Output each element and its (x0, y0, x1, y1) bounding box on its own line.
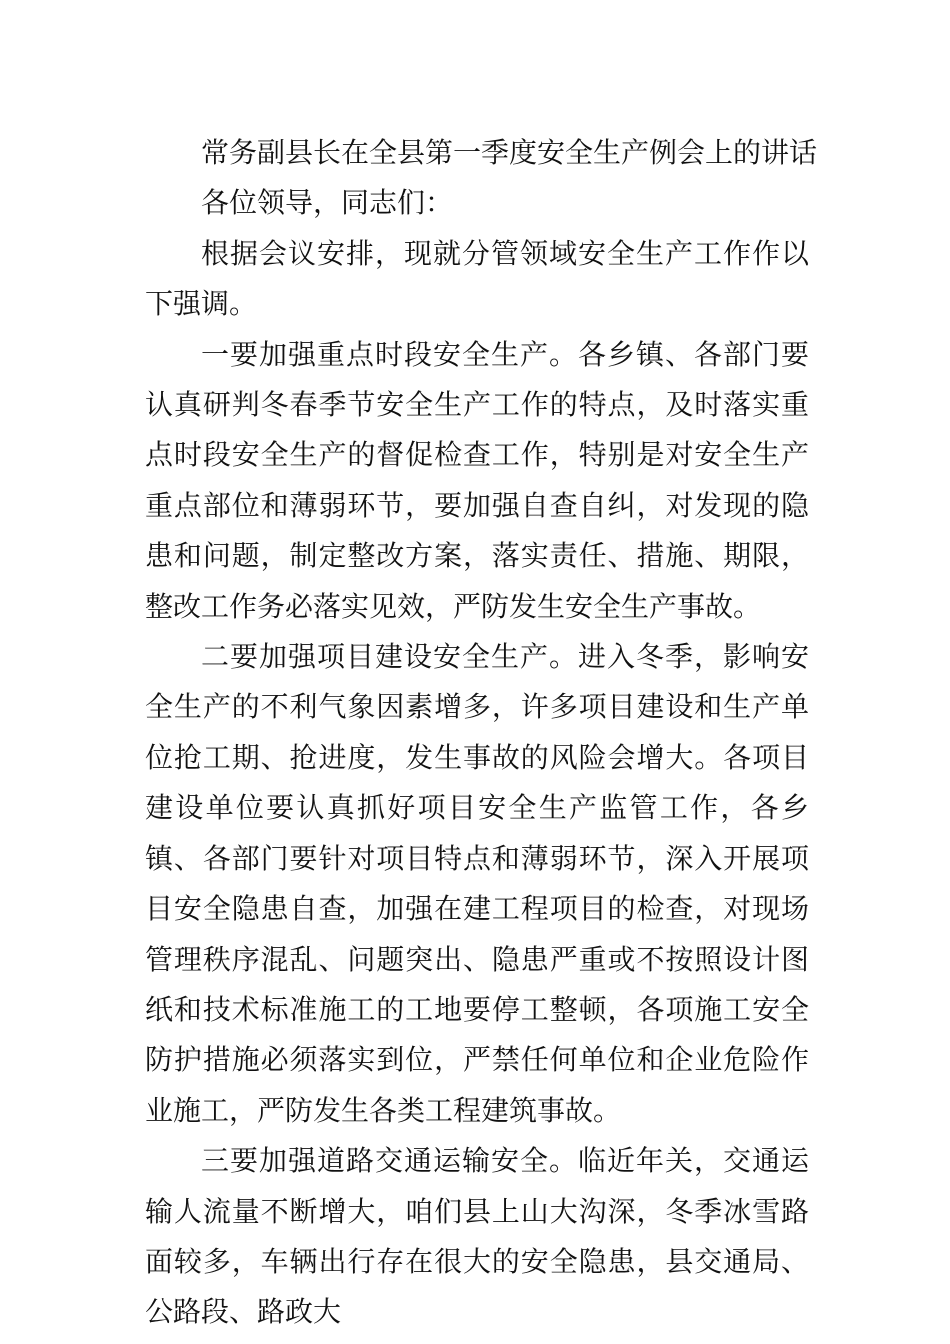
paragraph-intro: 根据会议安排，现就分管领域安全生产工作作以下强调。 (145, 236, 809, 321)
document-page (145, 128, 818, 1338)
salutation: 各位领导，同志们： (201, 186, 454, 220)
paragraph-point-two: 二要加强项目建设安全生产。进入冬季，影响安全生产的不利气象因素增多，许多项目建设和生产单位抢工期、抢进度，发生事故的风险会增大。各项目建设单位要认真抓好项目安全生产监管工作，各乡镇、各部门要针对项目特点和薄弱环节，深入开展项目安全隐患自查，加强在建工程项目的检查，对现场管理秩序混乱、问题突出、隐患严重或不按照设计图纸和技术标准施工的工地要停工整顿，各项施工安全防护措施必须落实到位，严禁任何单位和企业危险作业施工，严防发生各类工程建筑事故。 (145, 640, 809, 1127)
paragraph-point-one: 一要加强重点时段安全生产。各乡镇、各部门要认真研判冬春季节安全生产工作的特点，及时落实重点时段安全生产的督促检查工作，特别是对安全生产重点部位和薄弱环节，要加强自查自纠，对发现的隐患和问题，制定整改方案，落实责任、措施、期限，整改工作务必落实见效，严防发生安全生产事故。 (145, 337, 809, 623)
paragraph-point-three: 三要加强道路交通运输安全。临近年关，交通运输人流量不断增大，咱们县上山大沟深，冬季冰雪路面较多，车辆出行存在很大的安全隐患，县交通局、公路段、路政大 (145, 1144, 809, 1329)
document-title: 常务副县长在全县第一季度安全生产例会上的讲话 (201, 136, 818, 169)
